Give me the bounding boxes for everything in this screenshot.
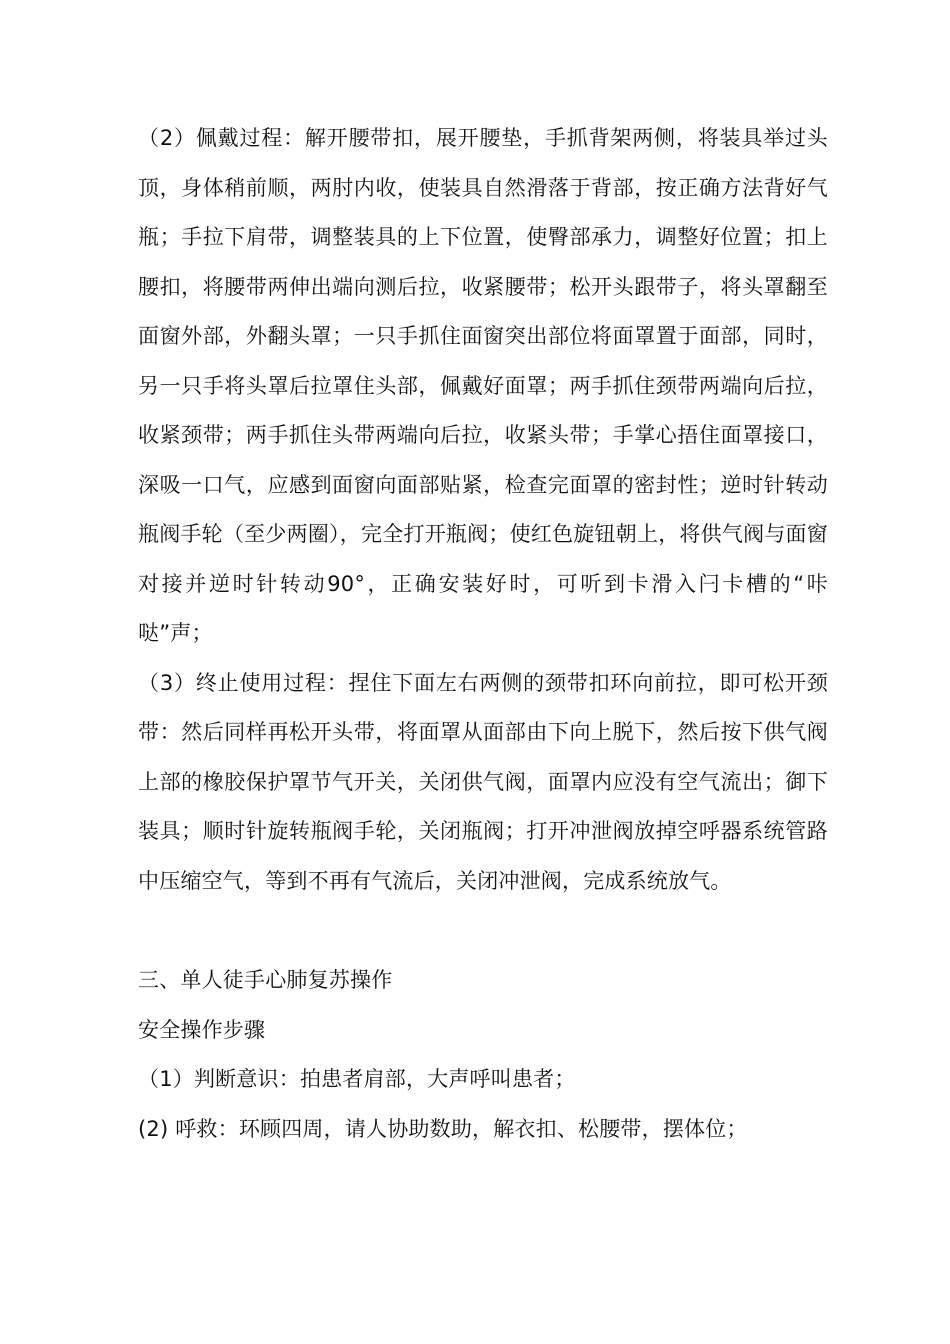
document-body xyxy=(138,114,828,1154)
step-item: （1）判断意识：拍患者肩部，大声呼叫患者； xyxy=(138,1067,576,1091)
paragraph-stop-use-process: （3）终止使用过程：捏住下面左右两侧的颈带扣环向前拉，即可松开颈带：然后同样再松开头带，将面罩从面部由下向上脱下，然后按下供气阀上部的橡胶保护罩节气开关，关闭供气阀，面罩内应没有空气流出；御下装具；顺时针旋转瓶阀手轮，关闭瓶阀；打开冲泄阀放掉空呼器系统管路中压缩空气，等到不再有气流后，关闭冲泄阀，完成系统放气。 xyxy=(138,670,828,893)
step-item: (2) 呼救：环顾四周，请人协助数助，解衣扣、松腰带，摆体位； xyxy=(138,1116,748,1141)
subsection-title: 安全操作步骤 xyxy=(138,1017,266,1042)
section-title: 三、单人徒手心肺复苏操作 xyxy=(138,968,393,992)
paragraph-wearing-process: （2）佩戴过程：解开腰带扣，展开腰垫，手抓背架两侧，将装具举过头顶，身体稍前顺，两肘内收，使装具自然滑落于背部，按正确方法背好气瓶；手拉下肩带，调整装具的上下位置，使臀部承力，调整好位置；扣上腰扣，将腰带两伸出端向测后拉，收紧腰带；松开头跟带子，将头罩翻至面窗外部，外翻头罩；一只手抓住面窗突出部位将面罩置于面部，同时，另一只手将头罩后拉罩住头部，佩戴好面罩；两手抓住颈带两端向后拉，收紧颈带；两手抓住头带两端向后拉，收紧头带；手掌心捂住面罩接口，深吸一口气，应感到面窗向面部贴紧，检查完面罩的密封性；逆时针转动瓶阀手轮（至少两圈），完全打开瓶阀；使红色旋钮朝上，将供气阀与面窗对接并逆时针转动90°，正确安装好时，可听到卡滑入闩卡槽的“咔哒”声； xyxy=(138,126,828,645)
